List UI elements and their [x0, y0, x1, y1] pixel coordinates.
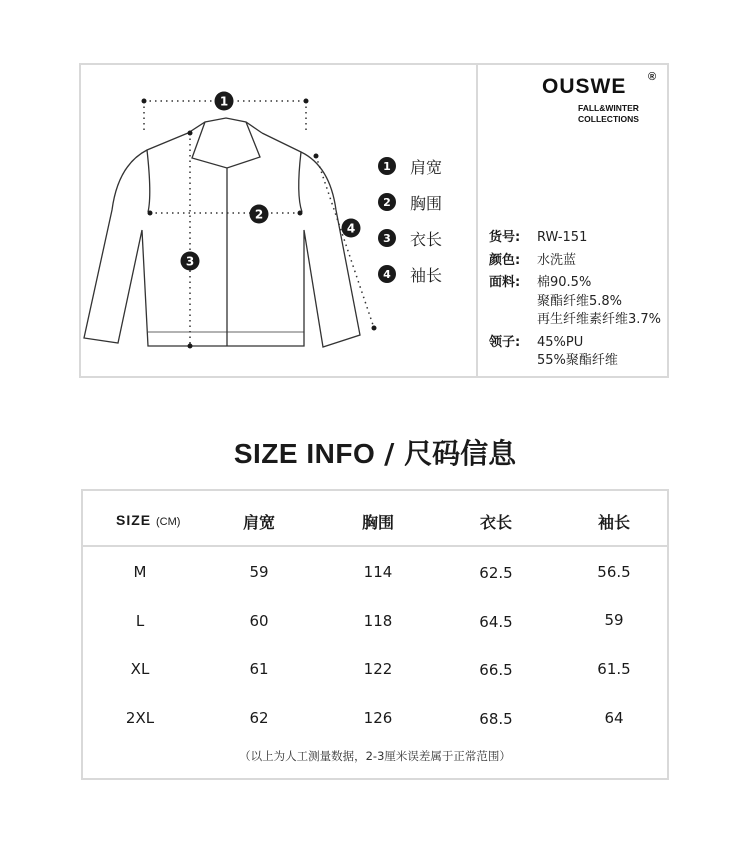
legend-label: 袖长 — [410, 265, 443, 285]
badge-4: 4 — [346, 221, 356, 236]
fabric-line: 再生纤维素纤维3.7% — [537, 312, 662, 327]
registered-mark: ® — [648, 71, 658, 83]
fabric-line: 聚酯纤维5.8% — [537, 293, 623, 309]
spec-value — [537, 274, 661, 330]
table-cell: 68.5 — [479, 710, 513, 728]
brand-name — [542, 71, 662, 99]
table-cell: 59 — [604, 611, 624, 629]
table-cell: 118 — [363, 612, 393, 630]
table-cell: 62 — [249, 709, 269, 727]
table-cell: 56.5 — [597, 563, 631, 581]
legend-item-shoulder — [378, 148, 442, 184]
table-cell: 64.5 — [479, 613, 513, 631]
size-info-heading — [0, 432, 750, 472]
collar-line: 45%PU — [537, 334, 584, 350]
spec-key: 领子: — [489, 334, 521, 350]
table-cell: 59 — [249, 563, 269, 581]
legend-number: 1 — [378, 157, 396, 175]
brand-wordmark: OUSWE — [542, 75, 627, 98]
badge-3: 3 — [185, 254, 195, 269]
table-cell: 61.5 — [597, 660, 631, 678]
spec-color — [489, 252, 661, 271]
column-header-sleeve: 袖长 — [597, 513, 630, 532]
measurement-legend — [378, 148, 442, 292]
legend-number: 3 — [378, 229, 396, 247]
collar-line: 55%聚酯纤维 — [537, 353, 618, 368]
column-header-length: 衣长 — [479, 513, 512, 532]
table-row-size: L — [135, 612, 145, 630]
column-header-chest: 胸围 — [361, 513, 394, 532]
legend-number: 2 — [378, 193, 396, 211]
brand-tagline-line2: COLLECTIONS — [578, 114, 639, 124]
spec-key: 面料: — [489, 275, 521, 290]
column-header-shoulder: 肩宽 — [242, 513, 275, 532]
jacket-outline — [84, 118, 360, 347]
table-row-size: XL — [130, 660, 150, 678]
spec-value: 水洗蓝 — [537, 252, 577, 268]
spec-item-no — [489, 229, 661, 248]
table-cell: 66.5 — [479, 661, 513, 679]
badge-1: 1 — [219, 94, 229, 109]
legend-label: 肩宽 — [410, 157, 443, 177]
brand-tagline-line1: FALL&WINTER — [578, 103, 639, 113]
measure-badges — [181, 92, 361, 271]
legend-label: 衣长 — [410, 229, 443, 249]
table-cell: 61 — [249, 660, 269, 678]
spec-value — [537, 334, 618, 371]
spec-collar — [489, 334, 661, 371]
badge-2: 2 — [254, 207, 264, 222]
table-cell: 122 — [363, 660, 393, 678]
spec-value: RW-151 — [537, 230, 588, 245]
brand-logo — [542, 71, 662, 125]
measurement-note: （以上为人工测量数据，2-3厘米误差属于正常范围） — [239, 749, 511, 763]
table-row-size: M — [133, 563, 147, 581]
spec-key: 货号: — [489, 230, 521, 245]
table-cell: 114 — [363, 563, 393, 581]
legend-item-length — [378, 220, 442, 256]
heading-cn: / 尺码信息 — [384, 437, 517, 470]
panel-divider — [476, 63, 478, 378]
brand-tagline — [578, 103, 662, 125]
spec-key: 颜色: — [489, 252, 521, 268]
spec-fabric — [489, 274, 661, 330]
legend-number: 4 — [378, 265, 396, 283]
legend-item-sleeve — [378, 256, 442, 292]
table-cell: 126 — [363, 709, 393, 727]
table-row-size: 2XL — [125, 709, 155, 727]
legend-item-chest — [378, 184, 442, 220]
table-cell: 64 — [604, 709, 624, 727]
heading-en: SIZE INFO — [233, 438, 376, 469]
table-cell: 62.5 — [479, 564, 513, 582]
product-specs — [489, 229, 661, 371]
legend-label: 胸围 — [410, 193, 443, 213]
unit-label: (CM) — [156, 516, 181, 528]
table-cell: 60 — [249, 612, 269, 630]
size-column-header — [116, 512, 180, 528]
size-header-label: SIZE — [116, 512, 152, 528]
table-header-divider — [81, 545, 669, 547]
fabric-line: 棉90.5% — [537, 275, 592, 290]
